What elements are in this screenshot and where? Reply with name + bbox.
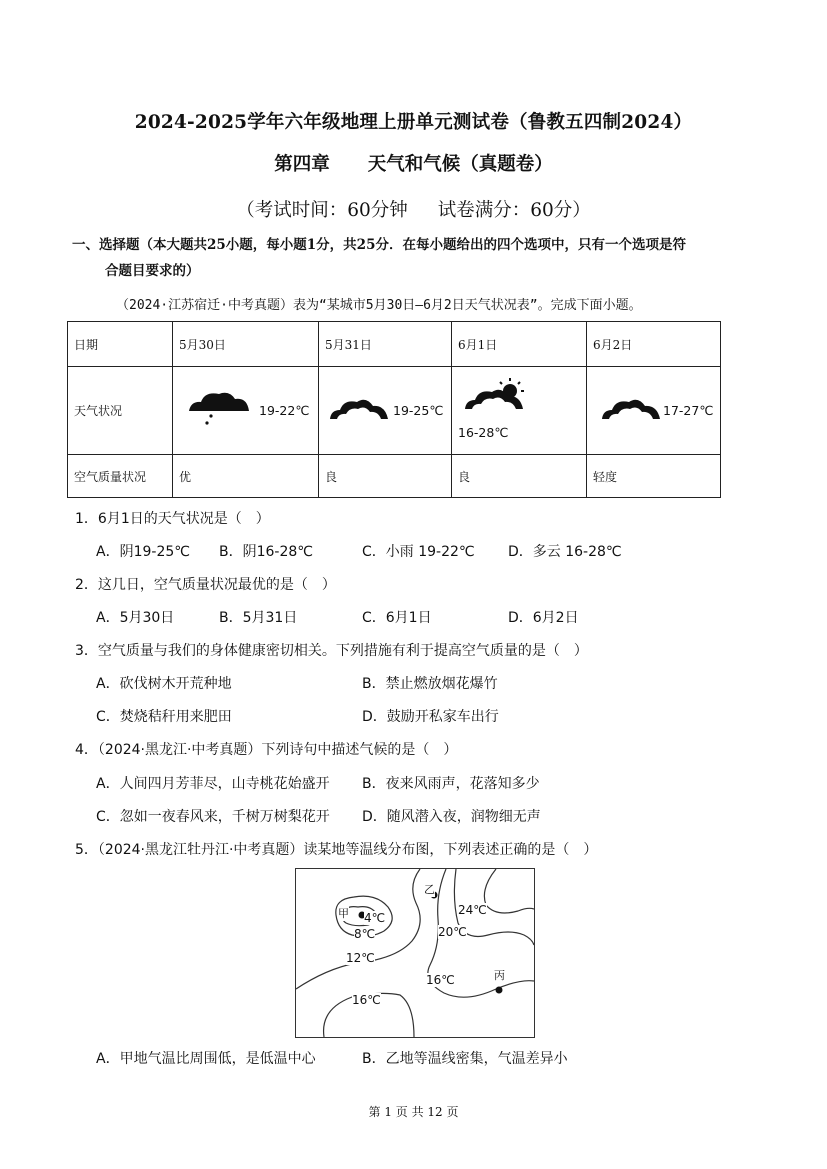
- option[interactable]: B．夜来风雨声，花落知多少: [362, 776, 540, 792]
- option[interactable]: D．6月2日: [508, 610, 579, 626]
- isotherm-label: 24℃: [458, 903, 487, 917]
- section-heading: [72, 232, 772, 284]
- table-intro: （2024·江苏宿迁·中考真题）表为“某城市5月30日—6月2日天气状况表”。完成下面小题。: [116, 298, 642, 313]
- option[interactable]: B．禁止燃放烟花爆竹: [362, 676, 498, 692]
- chapter-number: 第四章: [274, 154, 330, 175]
- table-row-weather: [68, 367, 721, 455]
- option[interactable]: A．5月30日: [96, 610, 175, 626]
- air-quality-cell: 良: [319, 455, 452, 498]
- label-jia: 甲: [338, 907, 349, 920]
- weather-cell: [587, 367, 721, 455]
- cloudy-icon: [599, 395, 663, 423]
- option[interactable]: B．阴16-28℃: [219, 544, 314, 560]
- weather-table: [67, 321, 721, 498]
- air-quality-cell: 良: [452, 455, 587, 498]
- exam-time: （考试时间：60分钟: [236, 200, 408, 221]
- air-quality-cell: 轻度: [587, 455, 721, 498]
- row-label-weather: 天气状况: [68, 367, 173, 455]
- isotherm-label: 4℃: [364, 911, 386, 925]
- page-footer: 第 1 页 共 12 页: [368, 1105, 459, 1119]
- light-rain-icon: [185, 389, 253, 429]
- table-row-air: [68, 455, 721, 498]
- isotherm-label: 12℃: [346, 951, 375, 965]
- option[interactable]: A．甲地气温比周围低，是低温中心: [96, 1051, 316, 1067]
- isotherm-label: 16℃: [352, 993, 381, 1007]
- question-stem: 1．6月1日的天气状况是（ ）: [75, 511, 270, 527]
- date-cell: 6月2日: [587, 322, 721, 367]
- isotherm-map: [295, 868, 535, 1038]
- point-bing: [496, 987, 503, 994]
- question-stem: 5．（2024·黑龙江牡丹江·中考真题）读某地等温线分布图，下列表述正确的是（ ）: [75, 842, 598, 858]
- date-cell: 5月30日: [173, 322, 319, 367]
- full-score: 试卷满分：60分）: [437, 200, 591, 221]
- cloudy-icon: [327, 395, 391, 423]
- label-yi: 乙: [424, 883, 435, 896]
- option[interactable]: C．6月1日: [362, 610, 432, 626]
- chapter-heading: [0, 150, 827, 176]
- temperature-range: 19-25℃: [393, 403, 444, 418]
- label-bing: 丙: [494, 969, 505, 982]
- option[interactable]: D．随风潜入夜，润物细无声: [362, 809, 541, 825]
- row-label-date: 日期: [68, 322, 173, 367]
- exam-info: [0, 196, 827, 222]
- chapter-title: 天气和气候（真题卷）: [367, 154, 553, 175]
- option[interactable]: C．忽如一夜春风来，千树万树梨花开: [96, 809, 330, 825]
- date-cell: 5月31日: [319, 322, 452, 367]
- weather-cell: [173, 367, 319, 455]
- option[interactable]: C．小雨 19-22℃: [362, 544, 475, 560]
- document-title: 2024-2025学年六年级地理上册单元测试卷（鲁教五四制2024）: [134, 112, 693, 133]
- option[interactable]: D．鼓励开私家车出行: [362, 709, 499, 725]
- section-heading-line1: 一、选择题（本大题共25小题，每小题1分，共25分．在每小题给出的四个选项中，只有一个选项是符: [72, 237, 686, 253]
- temperature-range: 17-27℃: [663, 403, 714, 418]
- option[interactable]: B．5月31日: [219, 610, 298, 626]
- question-stem: 4．（2024·黑龙江·中考真题）下列诗句中描述气候的是（ ）: [75, 742, 458, 758]
- isotherm-label: 8℃: [354, 927, 376, 941]
- question-stem: 2．这几日，空气质量状况最优的是（ ）: [75, 577, 336, 593]
- isotherm-lines: [296, 869, 534, 1037]
- isotherm-label: 20℃: [438, 925, 467, 939]
- weather-cell: [319, 367, 452, 455]
- date-cell: 6月1日: [452, 322, 587, 367]
- isotherm-24: [484, 869, 534, 913]
- option[interactable]: A．阴19-25℃: [96, 544, 190, 560]
- partly-cloudy-icon: [462, 377, 530, 413]
- option[interactable]: C．焚烧秸秆用来肥田: [96, 709, 232, 725]
- air-quality-cell: 优: [173, 455, 319, 498]
- temperature-range: 16-28℃: [458, 425, 509, 440]
- option[interactable]: B．乙地等温线密集，气温差异小: [362, 1051, 568, 1067]
- option[interactable]: A．砍伐树木开荒种地: [96, 676, 232, 692]
- section-heading-line2: 合题目要求的）: [105, 263, 200, 279]
- option[interactable]: A．人间四月芳菲尽，山寺桃花始盛开: [96, 776, 330, 792]
- option[interactable]: D．多云 16-28℃: [508, 544, 622, 560]
- row-label-air: 空气质量状况: [68, 455, 173, 498]
- weather-cell: [452, 367, 587, 455]
- temperature-range: 19-22℃: [259, 403, 310, 418]
- table-row-date: [68, 322, 721, 367]
- question-stem: 3．空气质量与我们的身体健康密切相关。下列措施有利于提高空气质量的是（ ）: [75, 643, 588, 659]
- isotherm-label: 16℃: [426, 973, 455, 987]
